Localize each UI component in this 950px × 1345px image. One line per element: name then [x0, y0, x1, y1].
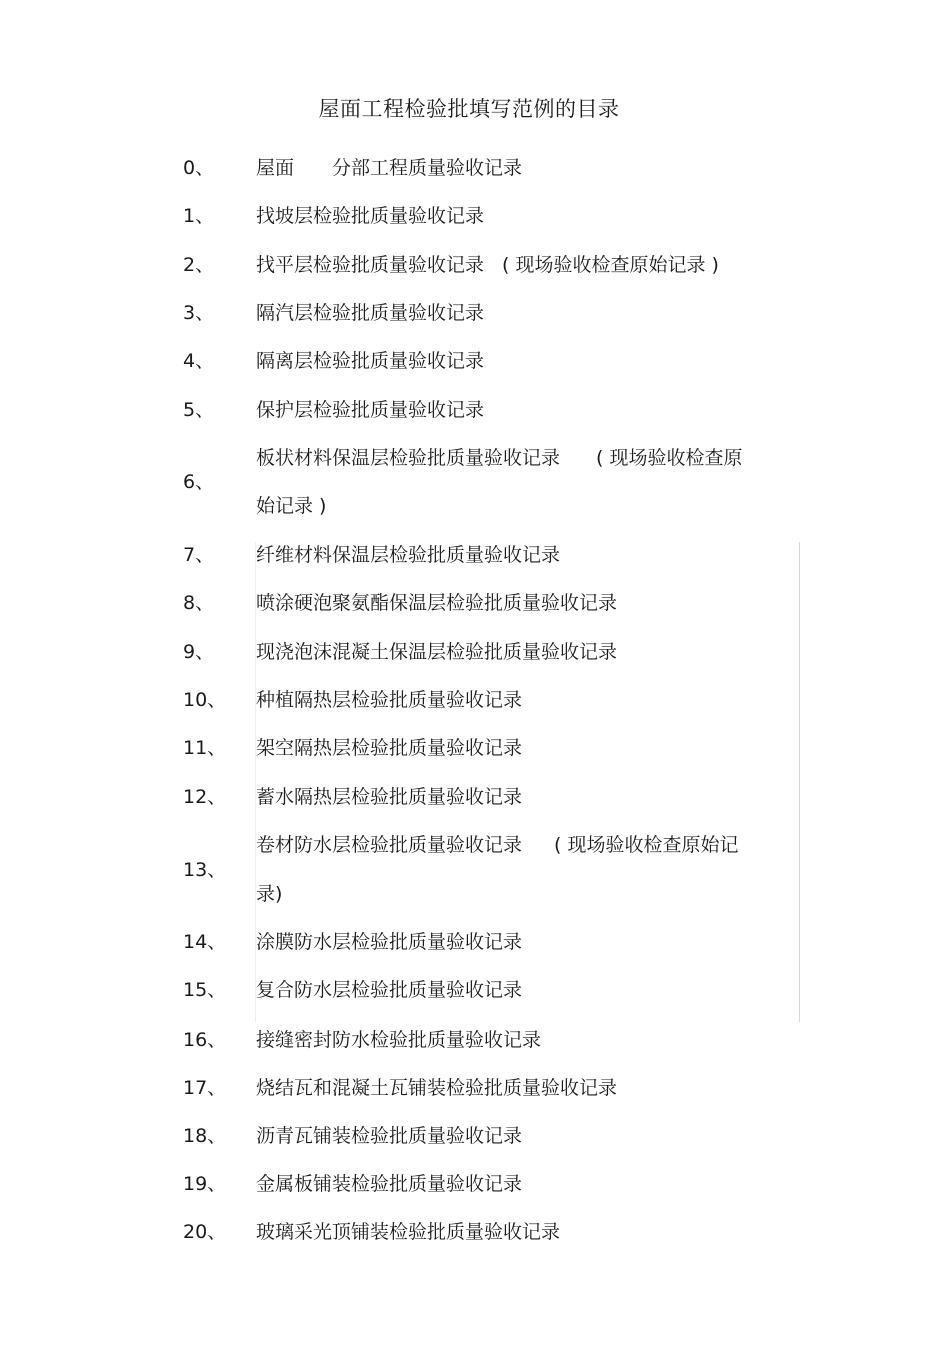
- toc-item-number: 0、: [183, 157, 215, 179]
- toc-item-segment: 烧结瓦和混凝土瓦铺装检验批质量验收记录: [256, 1077, 618, 1099]
- toc-item-segment: 找坡层检验批质量验收记录: [256, 205, 485, 227]
- toc-item-text: [256, 640, 617, 664]
- toc-item-text: [256, 494, 326, 518]
- toc-item-number: 6、: [183, 471, 215, 493]
- toc-item-number: 19、: [183, 1173, 227, 1195]
- toc-item-text: [256, 1124, 522, 1148]
- toc-item-number: 10、: [183, 689, 227, 711]
- toc-item-segment: 隔离层检验批质量验收记录: [256, 350, 485, 372]
- toc-item-text: [256, 930, 522, 954]
- toc-item-text: [256, 301, 484, 325]
- toc-item-segment: 金属板铺装检验批质量验收记录: [256, 1173, 523, 1195]
- toc-item-segment: 接缝密封防水检验批质量验收记录: [256, 1029, 542, 1051]
- toc-item-text: [256, 1076, 617, 1100]
- toc-item-number: 12、: [183, 786, 227, 808]
- toc-item-text: [256, 882, 282, 906]
- toc-item-text: [256, 253, 719, 277]
- toc-item-text: [256, 398, 484, 422]
- toc-item-number: 16、: [183, 1029, 227, 1051]
- toc-item-segment: 玻璃采光顶铺装检验批质量验收记录: [256, 1221, 561, 1243]
- toc-item-text: [256, 736, 522, 760]
- toc-item-text: [256, 204, 484, 228]
- toc-item-text: [256, 1028, 541, 1052]
- toc-item-text: [256, 1172, 522, 1196]
- toc-item-segment: 卷材防水层检验批质量验收记录: [256, 834, 523, 856]
- toc-item-segment: 隔汽层检验批质量验收记录: [256, 302, 485, 324]
- toc-item-number: 14、: [183, 931, 227, 953]
- toc-item-text: [256, 833, 738, 857]
- toc-item-segment: 录): [256, 883, 283, 905]
- toc-item-segment: 板状材料保温层检验批质量验收记录: [256, 447, 561, 469]
- toc-item-number: 8、: [183, 592, 215, 614]
- toc-item-number: 13、: [183, 858, 227, 881]
- toc-item-segment: 屋面: [256, 157, 295, 179]
- toc-item-text: [256, 543, 560, 567]
- toc-item-text: [256, 349, 484, 373]
- toc-item-text: [256, 156, 522, 180]
- toc-item-segment: 涂膜防水层检验批质量验收记录: [256, 931, 523, 953]
- toc-item-segment: 保护层检验批质量验收记录: [256, 399, 485, 421]
- toc-item-number: 9、: [183, 641, 215, 663]
- toc-item-segment: 种植隔热层检验批质量验收记录: [256, 689, 523, 711]
- toc-item-number: 2、: [183, 254, 215, 276]
- toc-item-number: 7、: [183, 544, 215, 566]
- toc-item-number: 4、: [183, 350, 215, 372]
- toc-item-text: [256, 785, 522, 809]
- toc-item-number: 11、: [183, 737, 227, 759]
- toc-item-segment: 蓄水隔热层检验批质量验收记录: [256, 786, 523, 808]
- toc-item-number: 20、: [183, 1221, 227, 1243]
- toc-item-segment: ( 现场验收检查原始记: [554, 834, 739, 856]
- toc-item-text: [256, 1220, 560, 1244]
- toc-item-number: 17、: [183, 1077, 227, 1099]
- toc-item-segment: 复合防水层检验批质量验收记录: [256, 979, 523, 1001]
- toc-item-number: 1、: [183, 205, 215, 227]
- toc-item-text: [256, 978, 522, 1002]
- toc-item-text: [256, 688, 522, 712]
- toc-item-segment: ( 现场验收检查原始记录 ): [502, 254, 719, 276]
- page-title: 屋面工程检验批填写范例的目录: [318, 97, 620, 121]
- toc-item-segment: 喷涂硬泡聚氨酯保温层检验批质量验收记录: [256, 592, 618, 614]
- toc-item-segment: 找平层检验批质量验收记录: [256, 254, 485, 276]
- toc-item-segment: 分部工程质量验收记录: [332, 157, 523, 179]
- toc-item-text: [256, 591, 617, 615]
- toc-item-number: 5、: [183, 399, 215, 421]
- toc-item-segment: 架空隔热层检验批质量验收记录: [256, 737, 523, 759]
- toc-item-segment: 纤维材料保温层检验批质量验收记录: [256, 544, 561, 566]
- toc-item-number: 3、: [183, 302, 215, 324]
- toc-item-text: [256, 446, 742, 470]
- toc-item-segment: 始记录 ): [256, 495, 327, 517]
- toc-item-number: 15、: [183, 979, 227, 1001]
- toc-item-number: 18、: [183, 1125, 227, 1147]
- toc-item-segment: ( 现场验收检查原: [596, 447, 743, 469]
- toc-item-segment: 现浇泡沫混凝土保温层检验批质量验收记录: [256, 641, 618, 663]
- toc-item-segment: 沥青瓦铺装检验批质量验收记录: [256, 1125, 523, 1147]
